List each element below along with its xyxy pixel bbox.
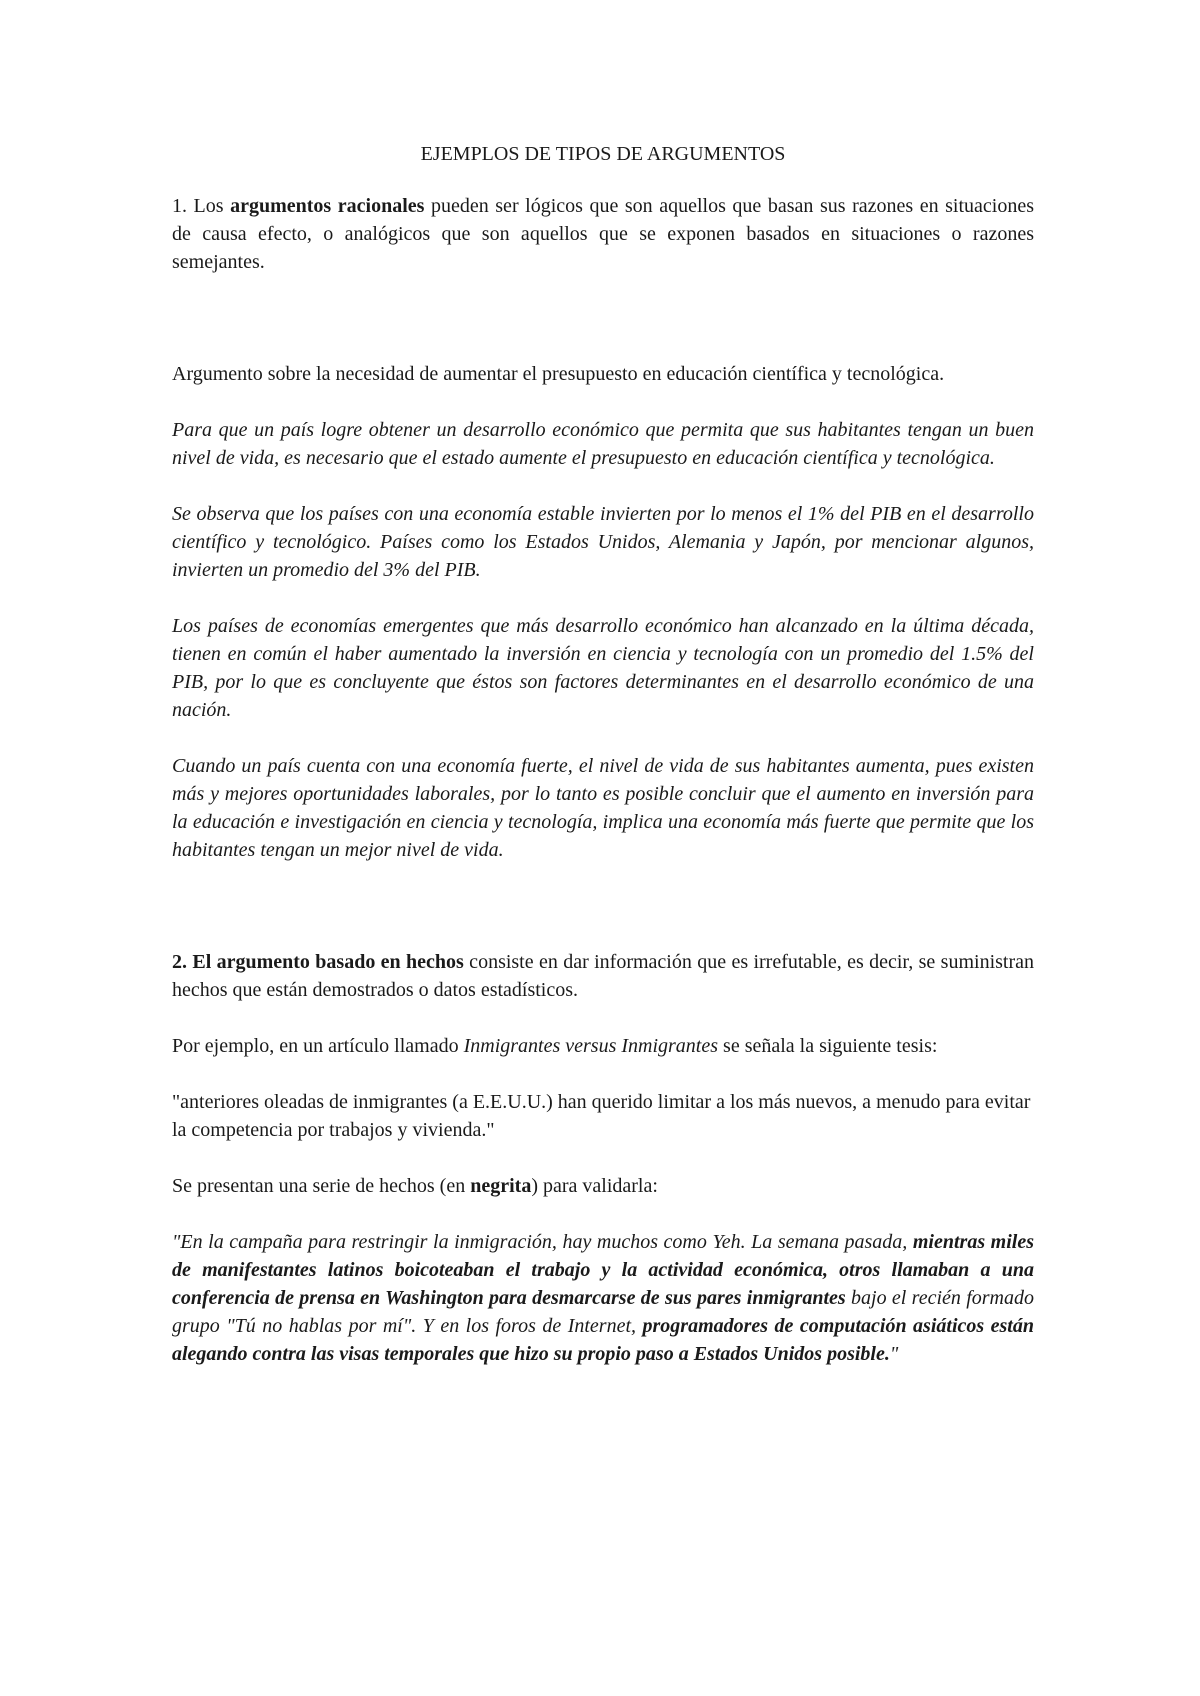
section1-intro [172,192,1034,276]
section2-facts-suffix: ) para validarla: [531,1175,658,1197]
section2-intro-rest: consiste en dar información que es irrefutable, es decir, se suministran hechos que están demostrados o datos estadísticos. [172,951,1035,1001]
section1-paragraph-1: Para que un país logre obtener un desarrollo económico que permita que sus habitantes tengan un buen nivel de vida, es necesario que el estado aumente el presupuesto en educación científica y tecnológica. [172,419,1034,469]
section1-heading: Argumento sobre la necesidad de aumentar el presupuesto en educación científica y tecnológica. [172,363,945,385]
section2-thesis-quote: "anteriores oleadas de inmigrantes (a E.E.U.U.) han querido limitar a los más nuevos, a menudo para evitar la competencia por trabajos y vivienda." [172,1091,1031,1141]
section1-intro-bold: argumentos racionales [230,195,425,217]
section2-example-suffix: se señala la siguiente tesis: [718,1035,938,1057]
quote-bold-2: programadores de computación asiáticos están alegando contra las visas temporales que hizo su propio paso a Estados Unidos posible. [172,1315,1034,1365]
quote-close: " [889,1343,899,1365]
section2-facts-prefix: Se presentan una serie de hechos (en [172,1175,471,1197]
section2-intro [172,948,1034,1004]
document-title: EJEMPLOS DE TIPOS DE ARGUMENTOS [420,143,786,165]
section2-quote [172,1228,1034,1368]
section2-facts-bold: negrita [470,1175,532,1197]
quote-part-1: "En la campaña para restringir la inmigración, hay muchos como Yeh. La semana pasada, [172,1231,913,1253]
section2-example-prefix: Por ejemplo, en un artículo llamado [172,1035,464,1057]
section2-example [172,1032,1034,1060]
article-title: Inmigrantes versus Inmigrantes [463,1035,719,1057]
section1-paragraph-3: Los países de economías emergentes que más desarrollo económico han alcanzado en la última década, tienen en común el haber aumentado la inversión en ciencia y tecnología con un promedio del 1.5% del PIB, por lo que es concluyente que éstos son factores determinantes en el desarrollo económico de una nación. [172,615,1034,721]
section1-paragraph-2: Se observa que los países con una economía estable invierten por lo menos el 1% del PIB en el desarrollo científico y tecnológico. Países como los Estados Unidos, Alemania y Japón, por mencionar algunos, invierten un promedio del 3% del PIB. [172,503,1034,581]
section1-paragraph-4: Cuando un país cuenta con una economía fuerte, el nivel de vida de sus habitantes aumenta, pues existen más y mejores oportunidades laborales, por lo tanto es posible concluir que el aumento en inversión para la educación e investigación en ciencia y tecnología, implica una economía más fuerte que permite que los habitantes tengan un mejor nivel de vida. [172,755,1034,861]
section1-intro-rest: pueden ser lógicos que son aquellos que basan sus razones en situaciones de causa efecto, o analógicos que son aquellos que se exponen basados en situaciones o razones semejantes. [172,195,1034,273]
section2-facts-intro [172,1172,1034,1200]
document-page [172,140,1034,1368]
quote-part-2: bajo el recién formado grupo "Tú no hablas por mí". Y en los foros de Internet, [172,1287,1034,1337]
section2-intro-bold: 2. El argumento basado en hechos [172,951,464,973]
quote-bold-1: mientras miles de manifestantes latinos boicoteaban el trabajo y la actividad económica, otros llamaban a una conferencia de prensa en Washington para desmarcarse de sus pares inmigrantes [172,1231,1034,1309]
section1-intro-prefix: 1. Los [172,195,231,217]
